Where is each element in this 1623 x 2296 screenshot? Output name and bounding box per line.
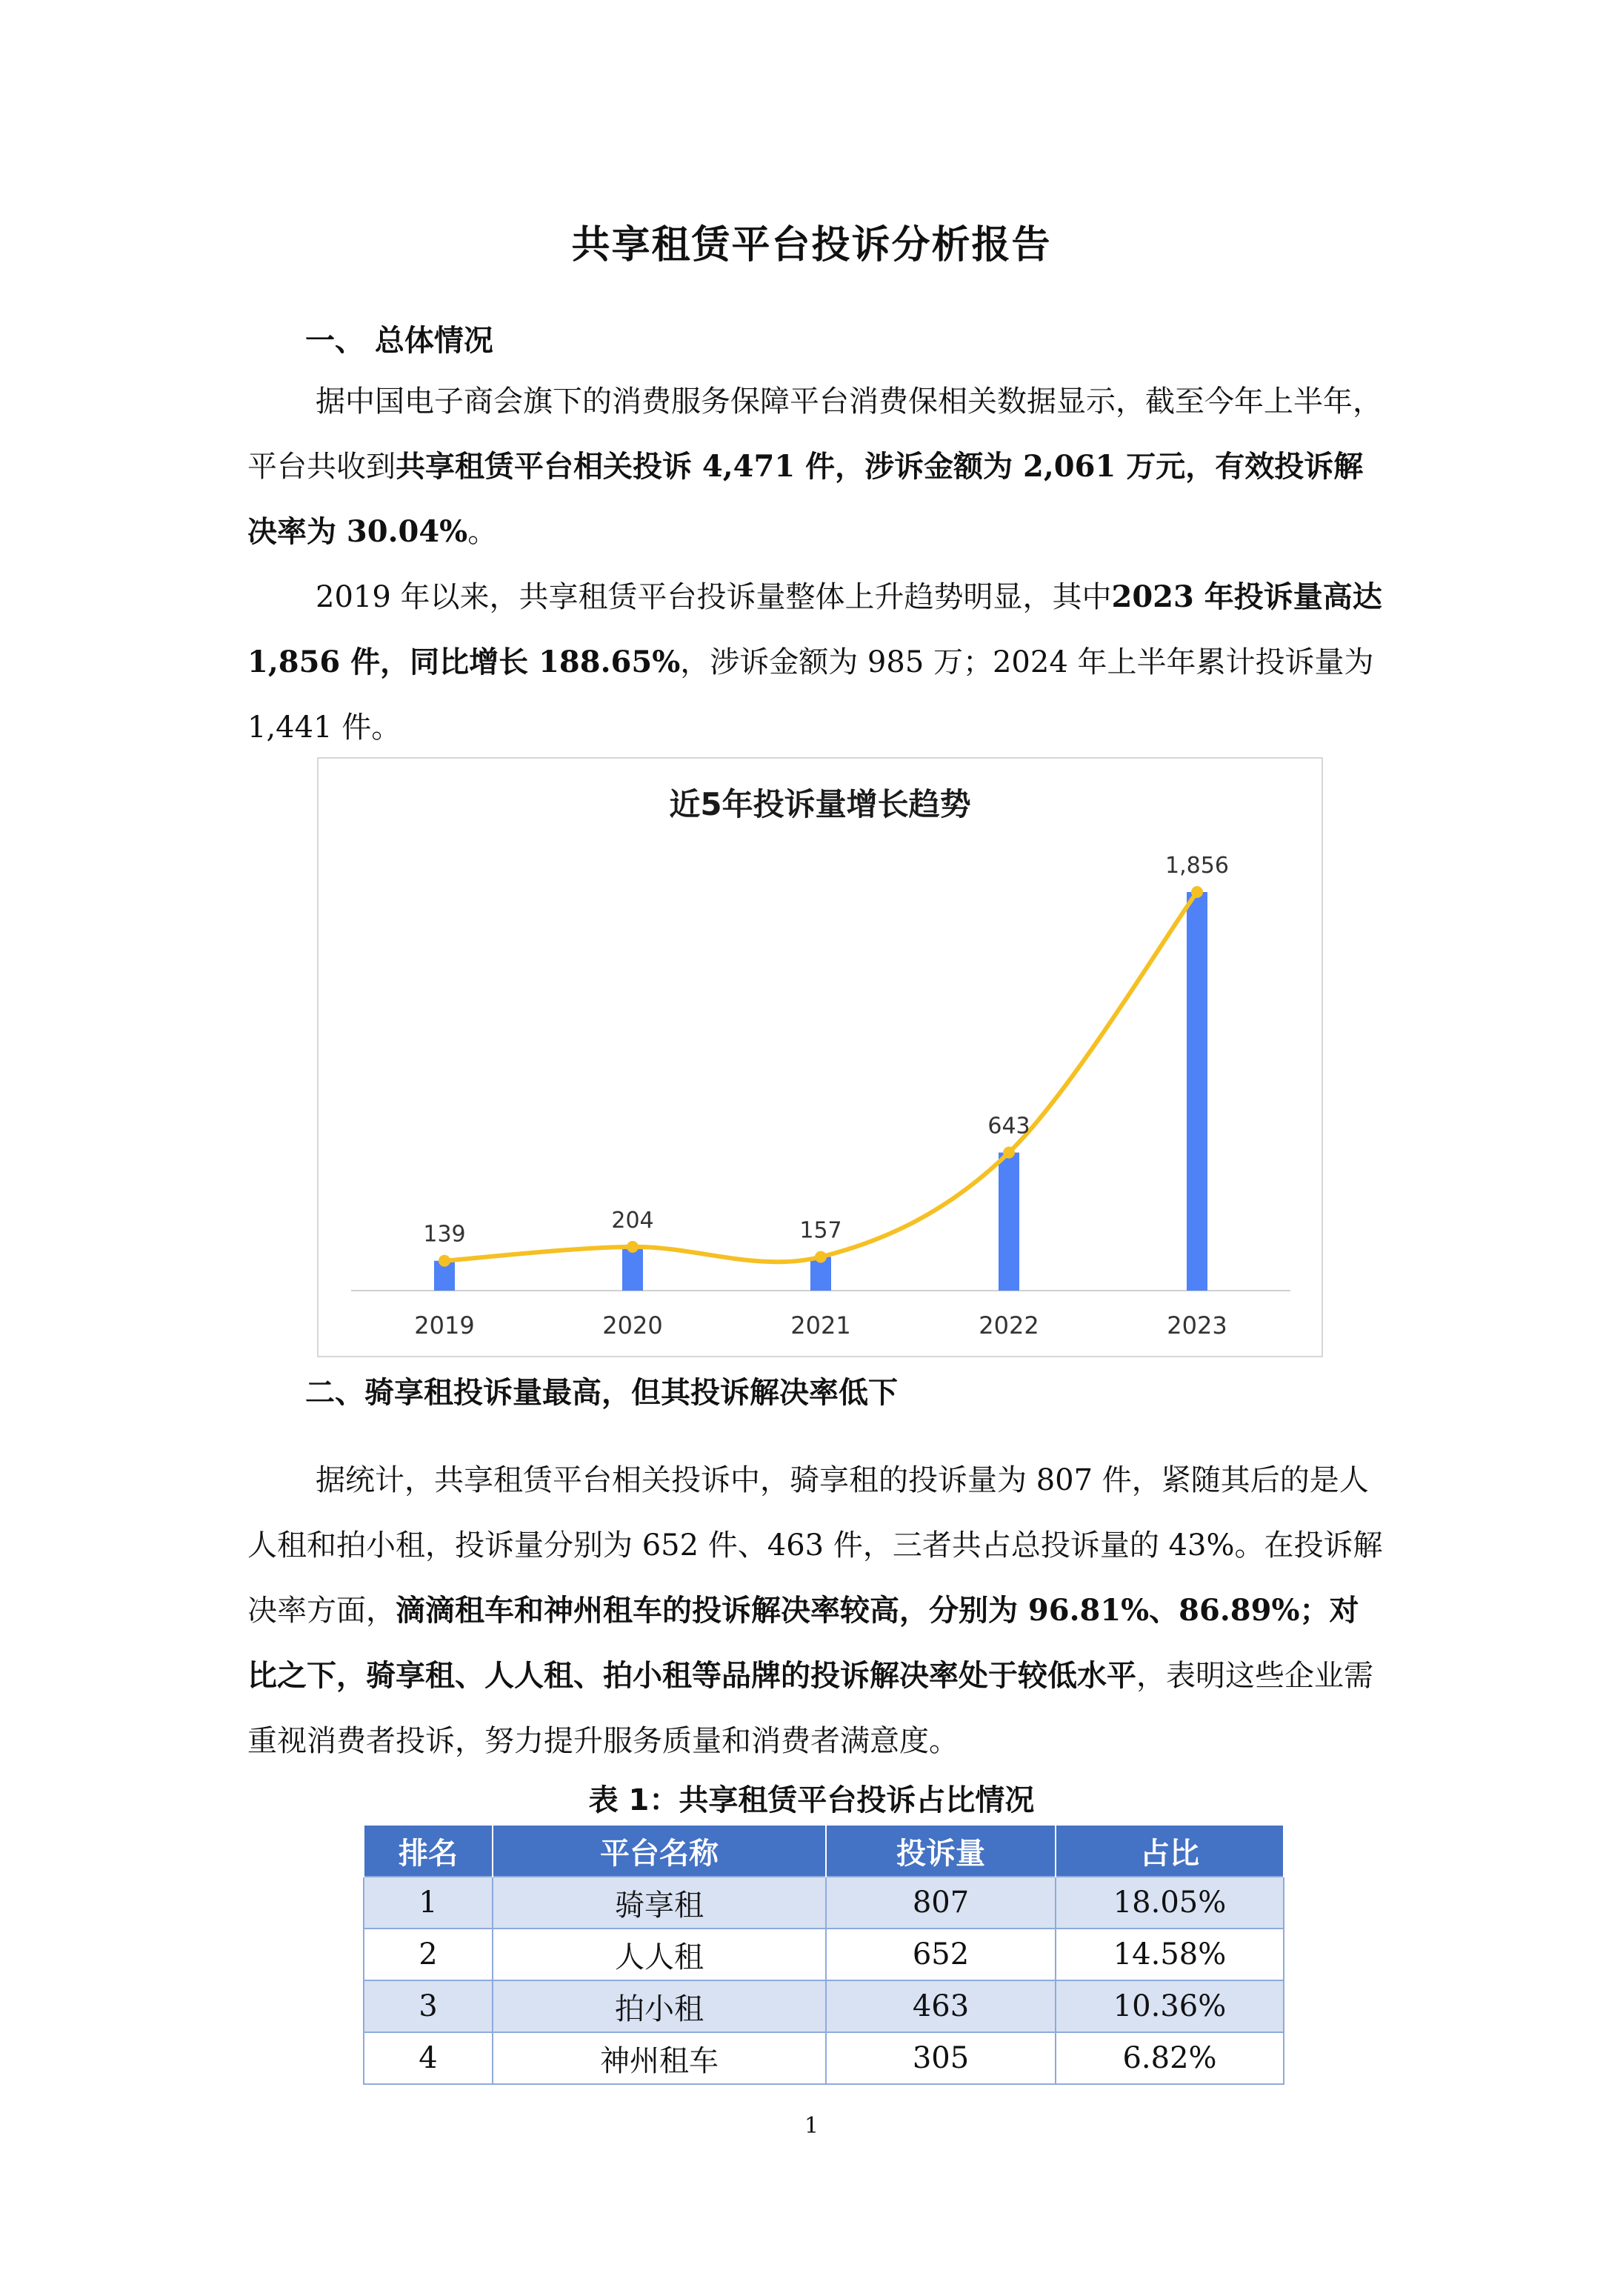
data-label-2022: 643 xyxy=(987,1113,1030,1139)
cell-rank: 3 xyxy=(364,1980,493,2032)
paragraph-text: ，涉诉金额为 985 万；2024 年上半年累计投诉量为 1,441 件。 xyxy=(247,645,1374,745)
data-label-2019: 139 xyxy=(423,1221,466,1248)
cell-rank: 2 xyxy=(364,1929,493,1980)
cell-share: 10.36% xyxy=(1056,1980,1284,2032)
x-tick-label: 2021 xyxy=(790,1311,851,1340)
bar-2023 xyxy=(1187,892,1207,1291)
emphasis-text: 共享租赁平台相关投诉 4,471 件，涉诉金额为 2,061 万元，有效投诉解决率为 30.04% xyxy=(247,449,1364,549)
cell-platform-name: 拍小租 xyxy=(493,1980,826,2032)
header-platform-name: 平台名称 xyxy=(493,1825,826,1877)
paragraph-text: 2019 年以来，共享租赁平台投诉量整体上升趋势明显，其中 xyxy=(316,580,1112,614)
line-point-2023 xyxy=(1191,886,1203,898)
paragraph-text: 。 xyxy=(467,515,498,549)
cell-platform-name: 骑享租 xyxy=(493,1877,826,1929)
table-row xyxy=(364,1877,1284,1929)
header-rank: 排名 xyxy=(364,1825,493,1877)
bar-2022 xyxy=(999,1153,1019,1291)
table-row xyxy=(364,1929,1284,1980)
cell-share: 18.05% xyxy=(1056,1877,1284,1929)
cell-rank: 1 xyxy=(364,1877,493,1929)
cell-complaint-count: 305 xyxy=(826,2032,1056,2084)
cell-complaint-count: 463 xyxy=(826,1980,1056,2032)
page-number: 1 xyxy=(804,2113,819,2139)
page-title: 共享租赁平台投诉分析报告 xyxy=(571,223,1052,267)
complaint-trend-chart xyxy=(317,757,1323,1357)
section-2-paragraph xyxy=(247,1448,1388,1774)
section-1-paragraph-2 xyxy=(247,565,1388,760)
table-row xyxy=(364,2032,1284,2084)
cell-complaint-count: 807 xyxy=(826,1877,1056,1929)
paragraph-text: 据统计，共享租赁平台相关投诉中，骑享租的投诉量为 807 件，紧随其后的是人人租和拍小租，投诉量分别为 652 件、463 件，三者共占总投诉量的 43%。在投诉解决率方面， xyxy=(247,1463,1383,1628)
line-point-2022 xyxy=(1003,1147,1015,1159)
x-tick-label: 2022 xyxy=(979,1311,1039,1340)
data-label-2023: 1,856 xyxy=(1165,853,1229,879)
x-tick-label: 2023 xyxy=(1167,1311,1227,1340)
chart-title: 近5年投诉量增长趋势 xyxy=(669,786,971,822)
emphasis-text: 2023 年投诉量高达 1,856 件，同比增长 188.65% xyxy=(247,579,1382,679)
cell-rank: 4 xyxy=(364,2032,493,2084)
x-tick-label: 2019 xyxy=(414,1311,475,1340)
emphasis-text: 滴滴租车和神州租车的投诉解决率较高，分别为 96.81%、86.89%；对比之下，骑享租、人人租、拍小租等品牌的投诉解决率处于较低水平 xyxy=(247,1593,1359,1693)
paragraph-text: 据中国电子商会旗下的消费服务保障平台消费保相关数据显示，截至今年上半年，平台共收到 xyxy=(247,385,1382,484)
cell-platform-name: 人人租 xyxy=(493,1929,826,1980)
section-1-paragraph-1 xyxy=(247,369,1388,565)
data-label-2020: 204 xyxy=(611,1207,654,1234)
header-complaint-count: 投诉量 xyxy=(826,1825,1056,1877)
platform-complaint-table xyxy=(363,1824,1284,2085)
section-1-heading: 一、 总体情况 xyxy=(305,324,493,358)
header-share: 占比 xyxy=(1056,1825,1284,1877)
table-row xyxy=(364,1980,1284,2032)
cell-platform-name: 神州租车 xyxy=(493,2032,826,2084)
line-point-2020 xyxy=(627,1241,639,1253)
cell-complaint-count: 652 xyxy=(826,1929,1056,1980)
x-tick-label: 2020 xyxy=(602,1311,663,1340)
trend-line xyxy=(444,892,1197,1262)
line-point-2021 xyxy=(815,1251,827,1262)
line-point-2019 xyxy=(439,1255,450,1267)
bar-2020 xyxy=(622,1247,643,1291)
cell-share: 6.82% xyxy=(1056,2032,1284,2084)
table-caption: 表 1：共享租赁平台投诉占比情况 xyxy=(588,1783,1035,1817)
data-label-2021: 157 xyxy=(799,1217,842,1244)
paragraph-text: ，表明这些企业需重视消费者投诉，努力提升服务质量和消费者满意度。 xyxy=(247,1659,1373,1758)
chart-canvas xyxy=(319,759,1322,1356)
table-header-row xyxy=(364,1825,1284,1877)
section-2-heading: 二、骑享租投诉量最高，但其投诉解决率低下 xyxy=(305,1376,898,1410)
cell-share: 14.58% xyxy=(1056,1929,1284,1980)
